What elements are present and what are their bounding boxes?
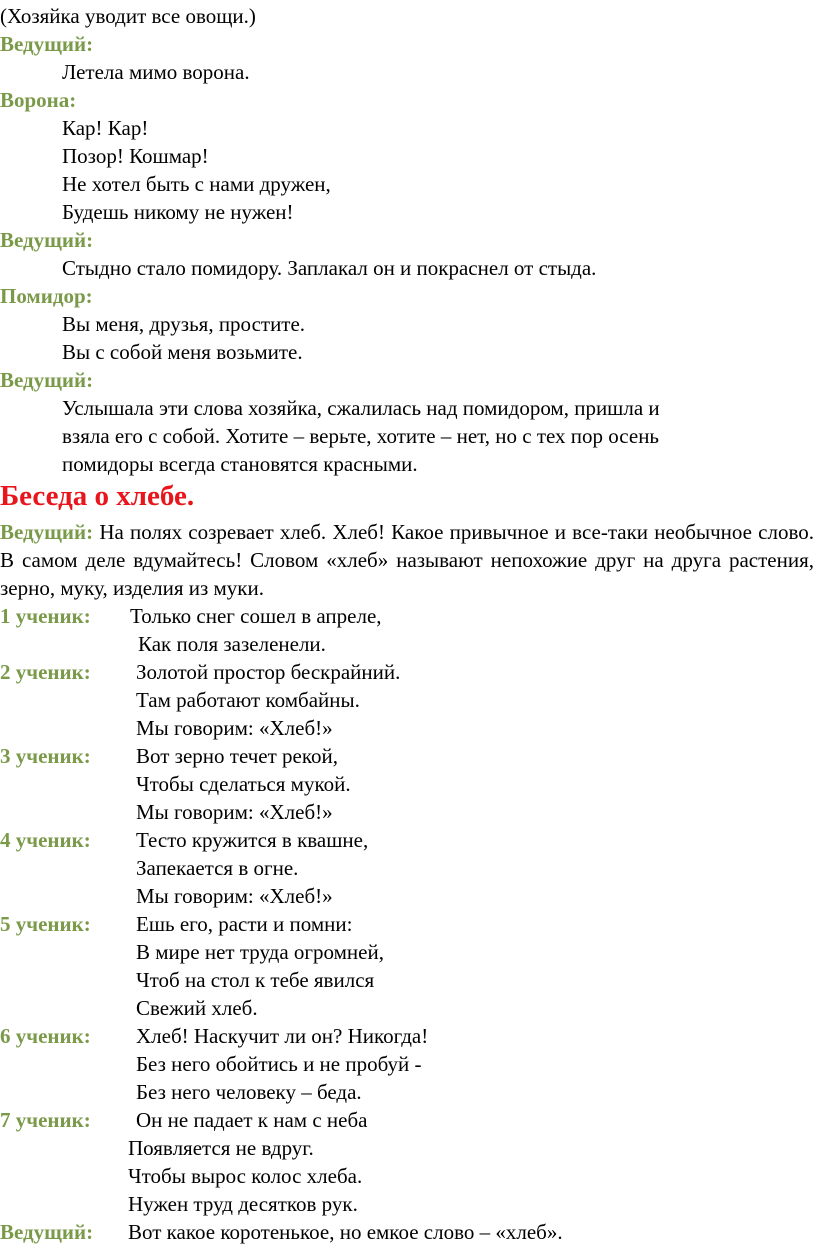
speaker-host: Ведущий:: [0, 520, 94, 544]
poem-line: Нужен труд десятков рук.: [128, 1192, 358, 1216]
poem-line: Свежий хлеб.: [136, 996, 258, 1020]
poem-line: Как поля зазеленели.: [138, 632, 326, 656]
host-line: Услышала эти слова хозяйка, сжалилась над помидором, пришла и: [62, 396, 660, 420]
poem-line: Появляется не вдруг.: [128, 1136, 314, 1160]
speaker-host: Ведущий:: [0, 368, 94, 392]
tomato-line: Вы меня, друзья, простите.: [62, 312, 306, 336]
speaker-host: Ведущий:: [0, 32, 94, 56]
speaker-tomato: Помидор:: [0, 284, 93, 308]
crow-line: Кар! Кар!: [62, 116, 149, 140]
speaker-student-3: 3 ученик:: [0, 744, 91, 768]
poem-line: Чтоб на стол к тебе явился: [136, 968, 375, 992]
stage-direction: (Хозяйка уводит все овощи.): [0, 4, 256, 28]
host-line: Стыдно стало помидору. Заплакал он и покраснел от стыда.: [62, 256, 597, 280]
speaker-student-5: 5 ученик:: [0, 912, 91, 936]
host-line: Летела мимо ворона.: [62, 60, 250, 84]
tomato-line: Вы с собой меня возьмите.: [62, 340, 303, 364]
poem-line: Хлеб! Наскучит ли он? Никогда!: [136, 1024, 429, 1048]
intro-text: На полях созревает хлеб. Хлеб! Какое привычное и все-таки необычное слово. В самом деле вдумайтесь! Словом «хлеб» называют непохожие друг на друга растения, зерно, муку, изделия из муки.: [0, 520, 815, 600]
poem-line: Мы говорим: «Хлеб!»: [136, 716, 333, 740]
poem-line: Мы говорим: «Хлеб!»: [136, 884, 333, 908]
speaker-student-4: 4 ученик:: [0, 828, 91, 852]
host-line: Вот какое коротенькое, но емкое слово – «хлеб».: [128, 1220, 563, 1244]
poem-line: Там работают комбайны.: [136, 688, 360, 712]
poem-line: Вот зерно течет рекой,: [136, 744, 338, 768]
crow-line: Позор! Кошмар!: [62, 144, 209, 168]
poem-line: Он не падает к нам с неба: [136, 1108, 368, 1132]
crow-line: Не хотел быть с нами дружен,: [62, 172, 331, 196]
poem-line: Без него человеку – беда.: [136, 1080, 362, 1104]
poem-line: Без него обойтись и не пробуй -: [136, 1052, 422, 1076]
crow-line: Будешь никому не нужен!: [62, 200, 294, 224]
speaker-crow: Ворона:: [0, 88, 77, 112]
poem-line: Чтобы вырос колос хлеба.: [128, 1164, 363, 1188]
speaker-student-6: 6 ученик:: [0, 1024, 91, 1048]
poem-line: Ешь его, расти и помни:: [136, 912, 353, 936]
poem-line: Запекается в огне.: [136, 856, 299, 880]
speaker-student-1: 1 ученик:: [0, 604, 91, 628]
speaker-student-7: 7 ученик:: [0, 1108, 91, 1132]
host-line: взяла его с собой. Хотите – верьте, хотите – нет, но с тех пор осень: [62, 424, 660, 448]
poem-line: В мире нет труда огромней,: [136, 940, 384, 964]
speaker-student-2: 2 ученик:: [0, 660, 91, 684]
poem-line: Тесто кружится в квашне,: [136, 828, 369, 852]
intro-paragraph: [0, 518, 814, 602]
speaker-host: Ведущий:: [0, 1220, 94, 1244]
speaker-host: Ведущий:: [0, 228, 94, 252]
poem-line: Чтобы сделаться мукой.: [136, 772, 351, 796]
poem-line: Мы говорим: «Хлеб!»: [136, 800, 333, 824]
host-line: помидоры всегда становятся красными.: [62, 452, 418, 476]
poem-line: Золотой простор бескрайний.: [136, 660, 401, 684]
poem-line: Только снег сошел в апреле,: [130, 604, 382, 628]
section-title: Беседа о хлебе.: [0, 480, 195, 512]
